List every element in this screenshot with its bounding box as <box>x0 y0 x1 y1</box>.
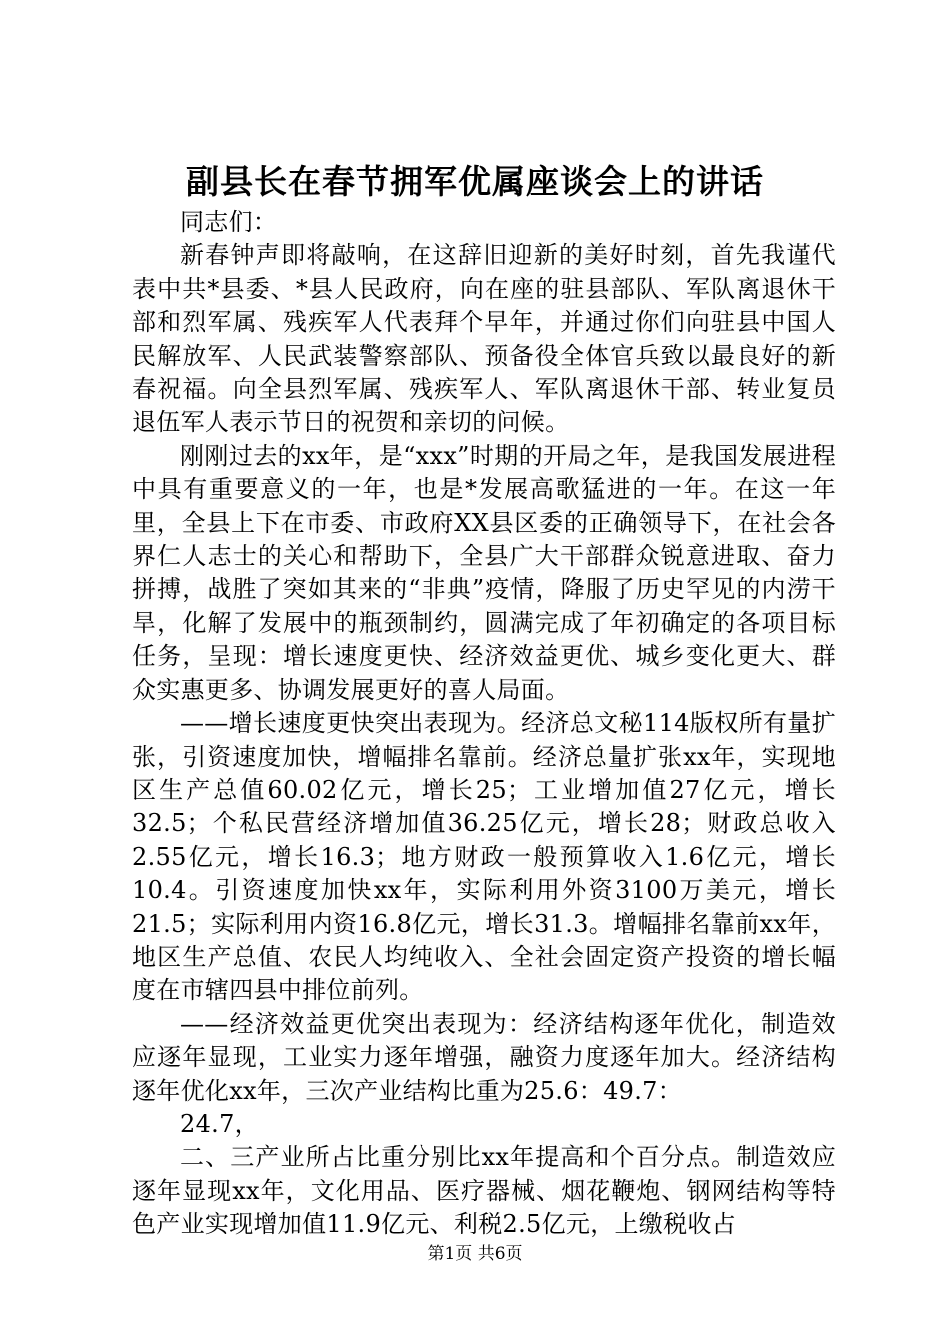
paragraph-industry-share: 二、三产业所占比重分别比xx年提高和个百分点。制造效应逐年显现xx年，文化用品、医疗器械、烟花鞭炮、钢网结构等特色产业实现增加值11.9亿元、利税2.5亿元，上缴税收占 <box>132 1143 836 1239</box>
document-body <box>132 206 836 1242</box>
paragraph-economic-benefit: ——经济效益更优突出表现为：经济结构逐年优化，制造效应逐年显现，工业实力逐年增强，融资力度逐年加大。经济结构逐年优化xx年，三次产业结构比重为25.6：49.7： <box>132 1009 836 1105</box>
paragraph-greeting: 新春钟声即将敲响，在这辞旧迎新的美好时刻，首先我谨代表中共*县委、*县人民政府，向在座的驻县部队、军队离退休干部和烈军属、残疾军人代表拜个早年，并通过你们向驻县中国人民解放军、人民武装警察部队、预备役全体官兵致以最良好的新春祝福。向全县烈军属、残疾军人、军队离退休干部、转业复员退伍军人表示节日的祝贺和亲切的问候。 <box>132 241 836 437</box>
paragraph-growth-speed: ——增长速度更快突出表现为。经济总文秘114版权所有量扩张，引资速度加快，增幅排名靠前。经济总量扩张xx年，实现地区生产总值60.02亿元，增长25；工业增加值27亿元，增长32.5；个私民营经济增加值36.25亿元，增长28；财政总收入2.55亿元，增长16.3；地方财政一般预算收入1.6亿元，增长10.4。引资速度加快xx年，实际利用外资3100万美元，增长21.5；实际利用内资16.8亿元，增长31.3。增幅排名靠前xx年，地区生产总值、农民人均纯收入、全社会固定资产投资的增长幅度在市辖四县中排位前列。 <box>132 709 836 1005</box>
paragraph-review: 刚刚过去的xx年，是“xxx”时期的开局之年，是我国发展进程中具有重要意义的一年，也是*发展高歌猛进的一年。在这一年里，全县上下在市委、市政府XX县区委的正确领导下，在社会各界仁人志士的关心和帮助下，全县广大干部群众锐意进取、奋力拼搏，战胜了突如其来的“非典”疫情，降服了历史罕见的内涝干旱，化解了发展中的瓶颈制约，圆满完成了年初确定的各项目标任务，呈现：增长速度更快、经济效益更优、城乡变化更大、群众实惠更多、协调发展更好的喜人局面。 <box>132 441 836 704</box>
paragraph-ratio-continuation: 24.7， <box>180 1109 259 1138</box>
page-indicator: 第1页 共6页 <box>427 1244 523 1264</box>
salutation: 同志们： <box>180 208 278 236</box>
document-title: 副县长在春节拥军优属座谈会上的讲话 <box>186 162 764 201</box>
